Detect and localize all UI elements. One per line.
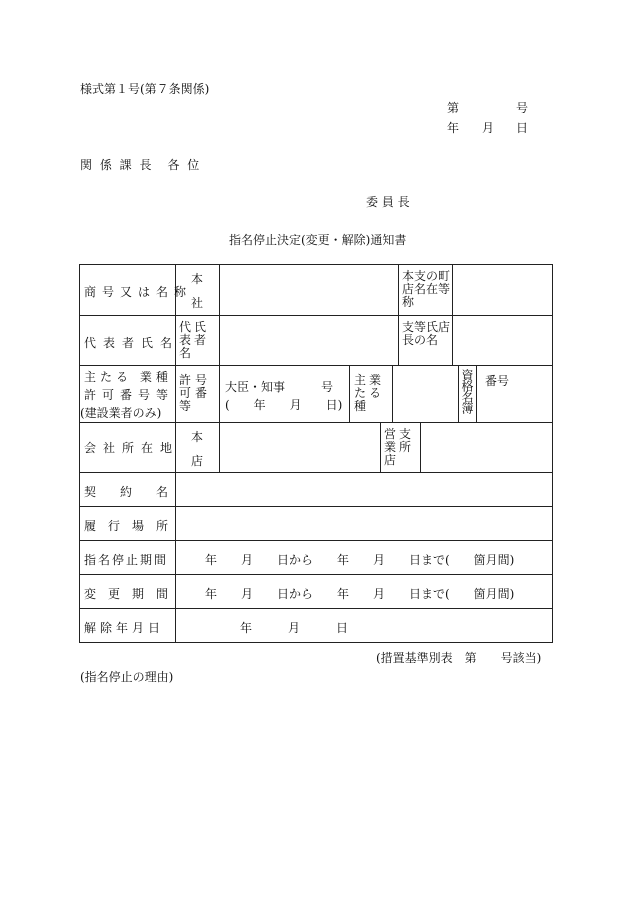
criteria-reference: (措置基準別表 第 号該当): [376, 651, 542, 665]
head-store-address-field[interactable]: [221, 424, 379, 471]
suspension-reason-label: (指名停止の理由): [80, 670, 174, 684]
head-store-label-top: 本: [191, 430, 204, 444]
change-period-label: 変 更 期 間: [84, 587, 169, 601]
license-sub-label: 許号可番等: [179, 373, 212, 413]
construction-only-note: (建設業者のみ): [80, 406, 162, 420]
date-month-label: 月: [482, 121, 495, 135]
representative-sub-label: 代氏表者名: [179, 320, 210, 360]
doc-number-suffix: 号: [516, 101, 529, 115]
release-date-label: 解除年月日: [84, 621, 165, 635]
branch-manager-label: 支等氏店長の名: [402, 320, 451, 347]
head-store-label-bottom: 店: [191, 454, 204, 468]
form-number: 様式第１号(第７条関係): [80, 82, 210, 96]
head-office-label-top: 本: [191, 272, 204, 286]
branch-name-field[interactable]: [454, 266, 551, 314]
suspension-period-value: 年 月 日から 年 月 日まで( 箇月間): [205, 553, 515, 567]
license-number-label: 許可番号等: [84, 388, 175, 402]
main-business-label: 主たる 業種: [84, 370, 172, 384]
contract-name-label: 契 約 名: [84, 485, 169, 499]
branch-name-label: 本支の町店名在等称: [402, 269, 451, 309]
license-date: ( 年 月 日): [225, 398, 343, 412]
release-date-value: 年 月 日: [240, 621, 349, 635]
sender: 委 員 長: [366, 195, 410, 209]
representative-label: 代表者氏名: [84, 336, 180, 350]
company-name-field[interactable]: [221, 266, 397, 314]
qualification-register-label: 資格名簿: [460, 369, 474, 413]
register-number-label: 番号: [485, 374, 510, 388]
date-year-label: 年: [447, 121, 460, 135]
contract-name-field[interactable]: [177, 474, 551, 505]
branch-manager-field[interactable]: [454, 317, 551, 364]
company-name-label: 商号又は名称: [84, 285, 193, 299]
representative-field[interactable]: [221, 317, 397, 364]
performance-place-field[interactable]: [177, 508, 551, 539]
suspension-period-label: 指名停止期間: [84, 553, 169, 567]
company-address-label: 会社所在地: [84, 441, 180, 455]
doc-number-prefix: 第: [447, 101, 460, 115]
sales-office-field[interactable]: [422, 424, 551, 471]
performance-place-label: 履 行 場 所: [84, 519, 169, 533]
license-authority: 大臣・知事 号: [225, 380, 334, 394]
head-office-label-bottom: 社: [191, 296, 204, 310]
main-trade-field[interactable]: [394, 367, 457, 421]
change-period-value: 年 月 日から 年 月 日まで( 箇月間): [205, 587, 515, 601]
date-day-label: 日: [516, 121, 529, 135]
main-trade-label: 主業たる種: [354, 373, 385, 413]
document-title: 指名停止決定(変更・解除)通知書: [229, 233, 407, 247]
sales-office-label: 営支業所店: [384, 427, 415, 467]
addressee: 関 係 課 長 各 位: [80, 158, 202, 172]
